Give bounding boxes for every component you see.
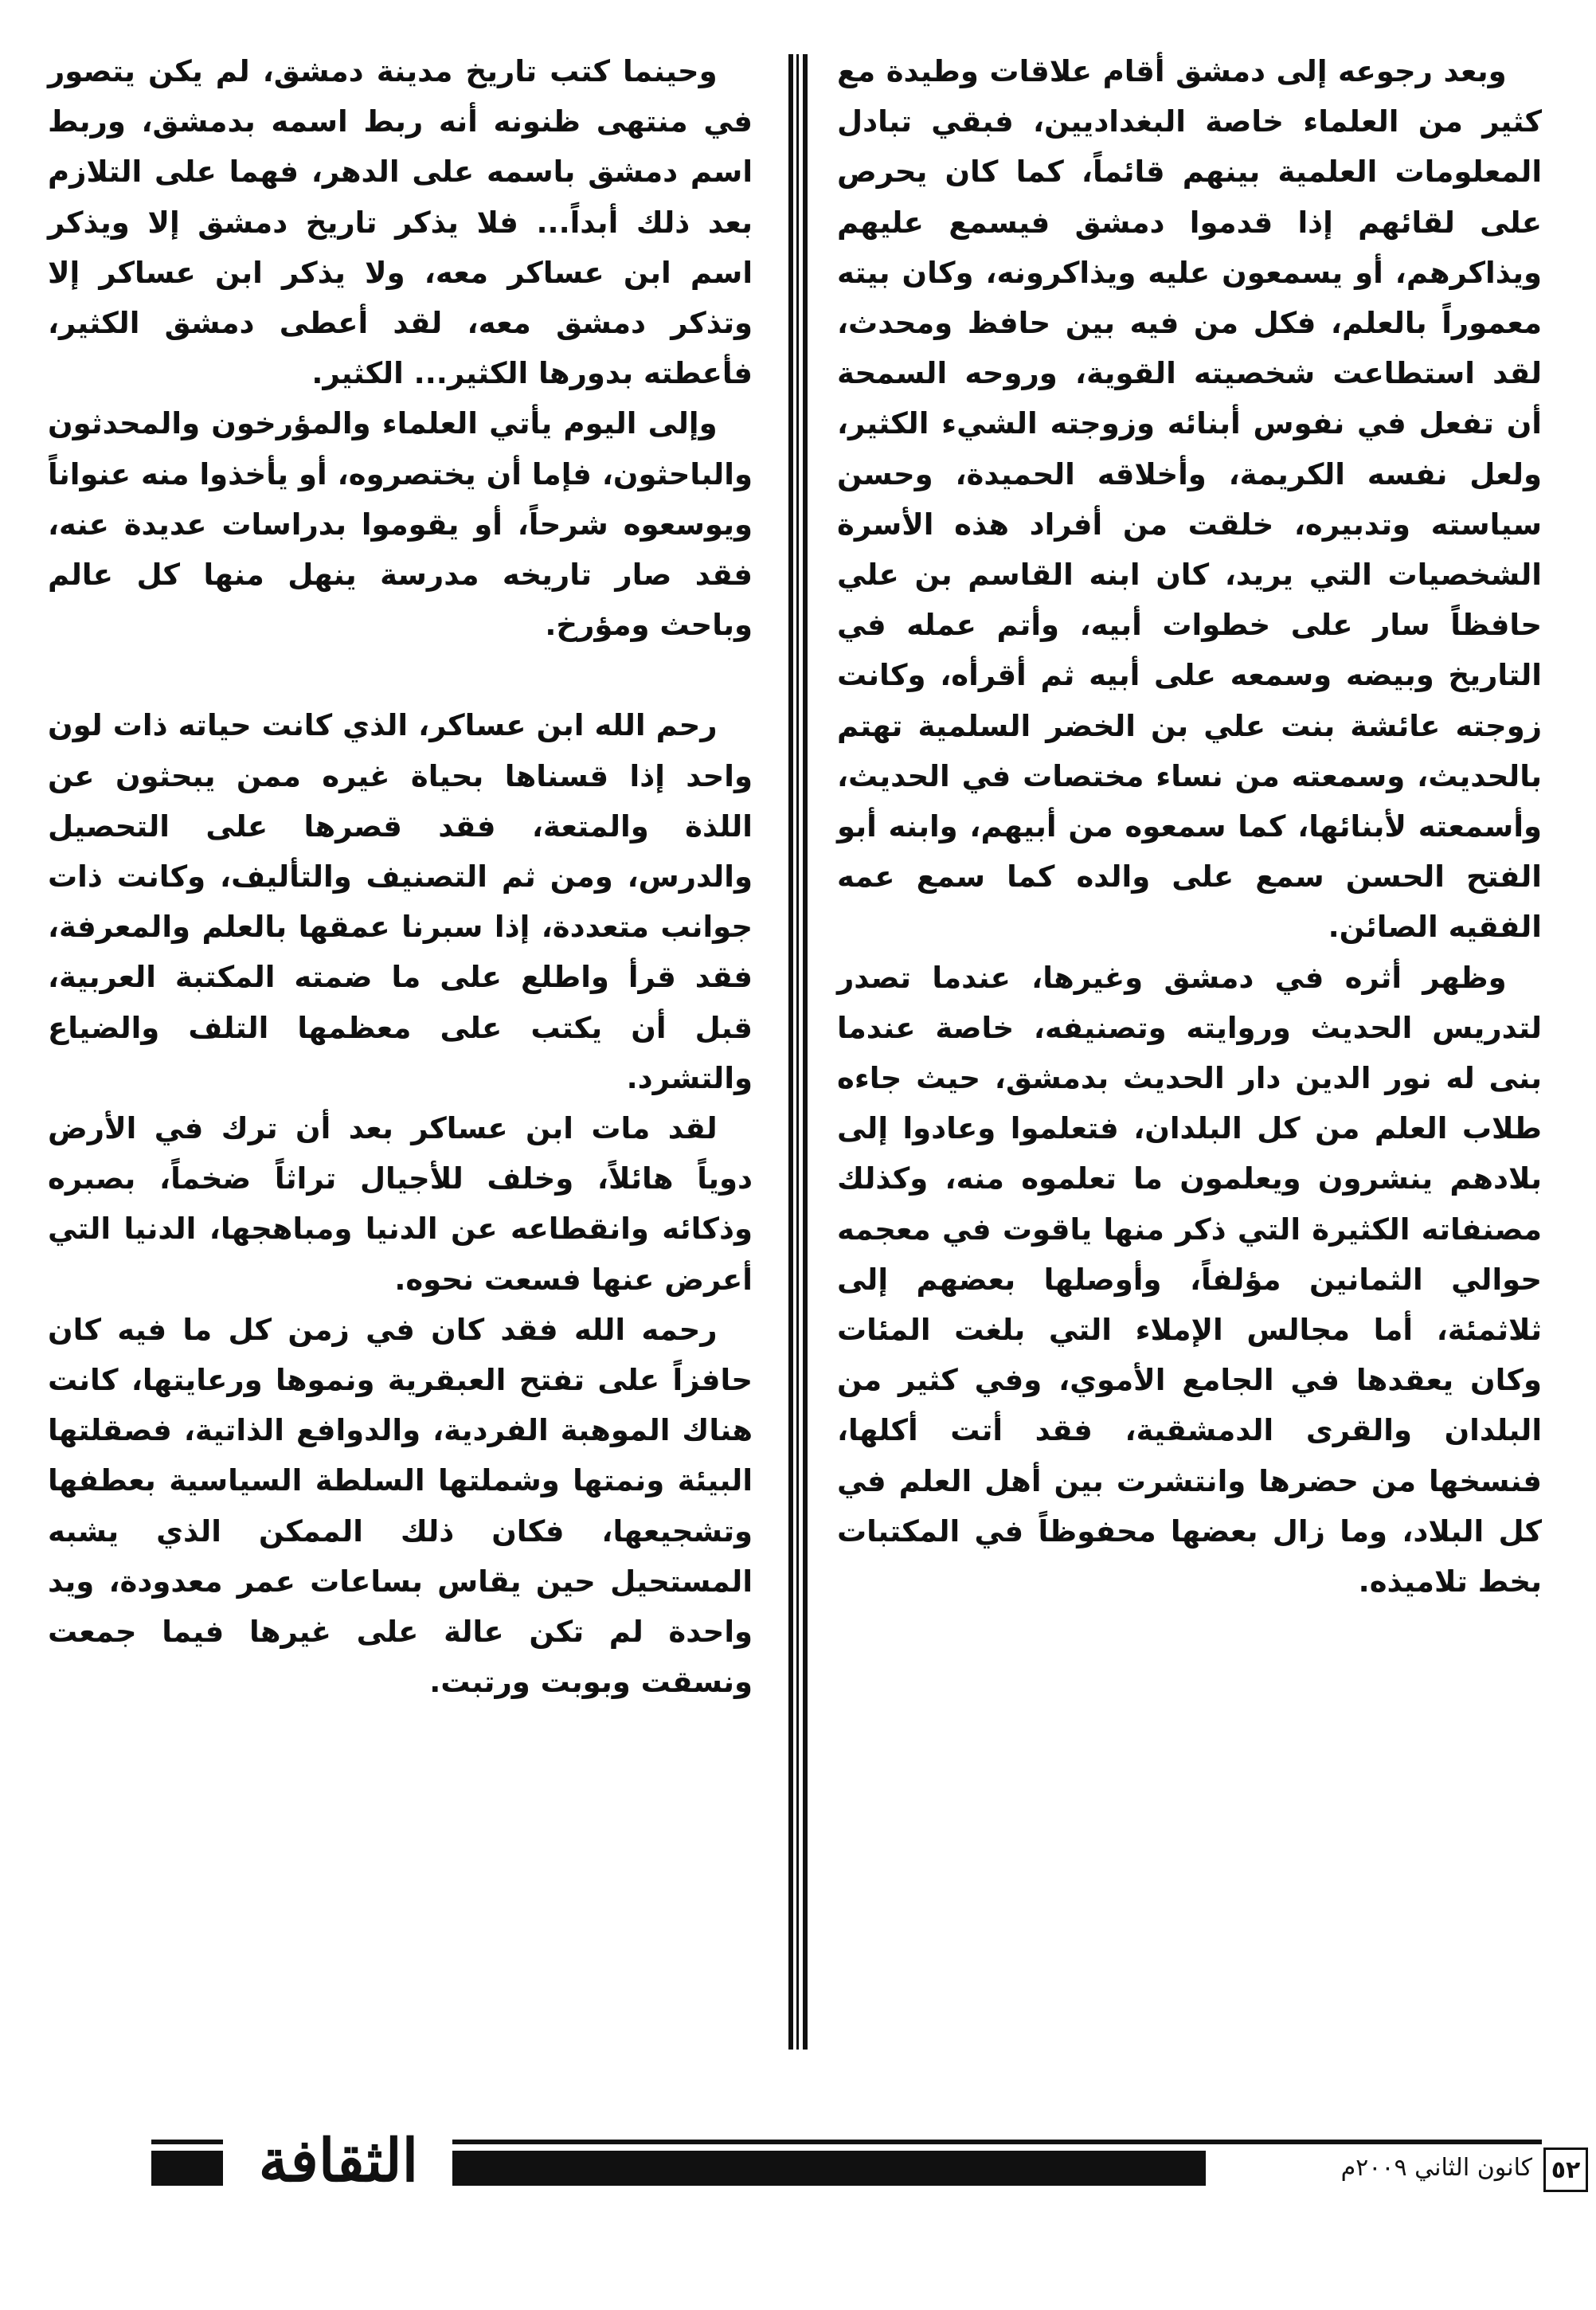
divider-line: [796, 54, 799, 2050]
divider-line: [788, 54, 793, 2050]
issue-date: كانون الثاني ٢٠٠٩م: [1340, 2154, 1532, 2182]
page-number: ٥٢: [1543, 2148, 1588, 2192]
footer-rule: [151, 2140, 223, 2144]
footer-bar: [151, 2151, 223, 2186]
paragraph: وبعد رجوعه إلى دمشق أقام علاقات وطيدة مع كثير من العلماء خاصة البغداديين، فبقي تبادل المعلومات العلمية بينهم قائماً، كما كان يحرص على لقائهم إذا قدموا دمشق فيسمع عليهم ويذاكرهم، أو يسمعون عليه ويذاكرونه، وكان بيته معموراً بالعلم، فكل من فيه بين حافظ ومحدث، لقد استطاعت شخصيته القوية، وروحه السمحة أن تفعل في نفوس أبنائه وزوجته الشيء الكثير، ولعل نفسه الكريمة، وأخلاقه الحميدة، وحسن سياسته وتدبيره، خلقت من أفراد هذه الأسرة الشخصيات التي يريد، كان ابنه القاسم بن علي حافظاً سار على خطوات أبيه، وأتم عمله في التاريخ وبيضه وسمعه على أبيه ثم أقرأه، وكانت زوجته عائشة بنت علي بن الخضر السلمية تهتم بالحديث، وسمعته من نساء مختصات في الحديث، وأسمعته لأبنائها، كما سمعوه من أبيهم، وابنه أبو الفتح الحسن سمع على والده كما سمع عمه الفقيه الصائن.: [837, 54, 1542, 945]
footer-bar: [452, 2151, 1206, 2186]
column-divider: [788, 54, 809, 2050]
paragraph: وإلى اليوم يأتي العلماء والمؤرخون والمحدثون والباحثون، فإما أن يختصروه، أو يأخذوا منه عنواناً ويوسعوه شرحاً، أو يقوموا بدراسات عديدة عنه، فقد صار تاريخه مدرسة ينهل منها كل عالم وباحث ومؤرخ.: [48, 406, 753, 643]
paragraph: وحينما كتب تاريخ مدينة دمشق، لم يكن يتصور في منتهى ظنونه أنه ربط اسمه بدمشق، وربط اسم دمشق باسمه على الدهر، فهما على التلازم بعد ذلك أبداً... فلا يذكر تاريخ دمشق إلا ويذكر اسم ابن عساكر معه، ولا يذكر ابن عساكر إلا وتذكر دمشق معه، لقد أعطى دمشق الكثير، فأعطته بدورها الكثير... الكثير.: [48, 54, 753, 391]
divider-line: [803, 54, 808, 2050]
paragraph: رحمه الله فقد كان في زمن كل ما فيه كان حافزاً على تفتح العبقرية ونموها ورعايتها، كانت هناك الموهبة الفردية، والدوافع الذاتية، فصقلتها البيئة ونمتها وشملتها السلطة السياسية بعطفها وتشجيعها، فكان ذلك الممكن الذي يشبه المستحيل حين يقاس بساعات عمر معدودة، ويد واحدة لم تكن عالة على غيرها فيما جمعت ونسقت وبوبت ورتبت.: [48, 1312, 753, 1700]
page-footer: [0, 2087, 1596, 2195]
paragraph: لقد مات ابن عساكر بعد أن ترك في الأرض دوياً هائلاً، وخلف للأجيال تراثاً ضخماً، بصبره وذكائه وانقطاعه عن الدنيا ومباهجها، الدنيا التي أعرض عنها فسعت نحوه.: [48, 1111, 753, 1297]
magazine-logo: الثقافة: [258, 2127, 419, 2195]
paragraph: رحم الله ابن عساكر، الذي كانت حياته ذات لون واحد إذا قسناها بحياة غيره ممن يبحثون عن اللذة والمتعة، فقد قصرها على التحصيل والدرس، ومن ثم التصنيف والتأليف، وكانت ذات جوانب متعددة، إذا سبرنا عمقها بالعلم والمعرفة، فقد قرأ واطلع على ما ضمته المكتبة العربية، قبل أن يكتب على معظمها التلف والضياع والتشرد.: [48, 708, 753, 1095]
paragraph: وظهر أثره في دمشق وغيرها، عندما تصدر لتدريس الحديث وروايته وتصنيفه، خاصة عندما بنى له نور الدين دار الحديث بدمشق، حيث جاءه طلاب العلم من كل البلدان، فتعلموا وعادوا إلى بلادهم ينشرون ويعلمون ما تعلموه منه، وكذلك مصنفاته الكثيرة التي ذكر منها ياقوت في معجمه حوالي الثمانين مؤلفاً، وأوصلها بعضهم إلى ثلاثمئة، أما مجالس الإملاء التي بلغت المئات وكان يعقدها في الجامع الأموي، وفي كثير من البلدان والقرى الدمشقية، فقد أتت أكلها، فنسخها من حضرها وانتشرت بين أهل العلم في كل البلاد، وما زال بعضها محفوظاً في المكتبات بخط تلاميذه.: [837, 960, 1542, 1599]
left-column: [48, 46, 753, 1708]
footer-rule: [452, 2140, 1542, 2144]
right-column: [837, 46, 1542, 1607]
